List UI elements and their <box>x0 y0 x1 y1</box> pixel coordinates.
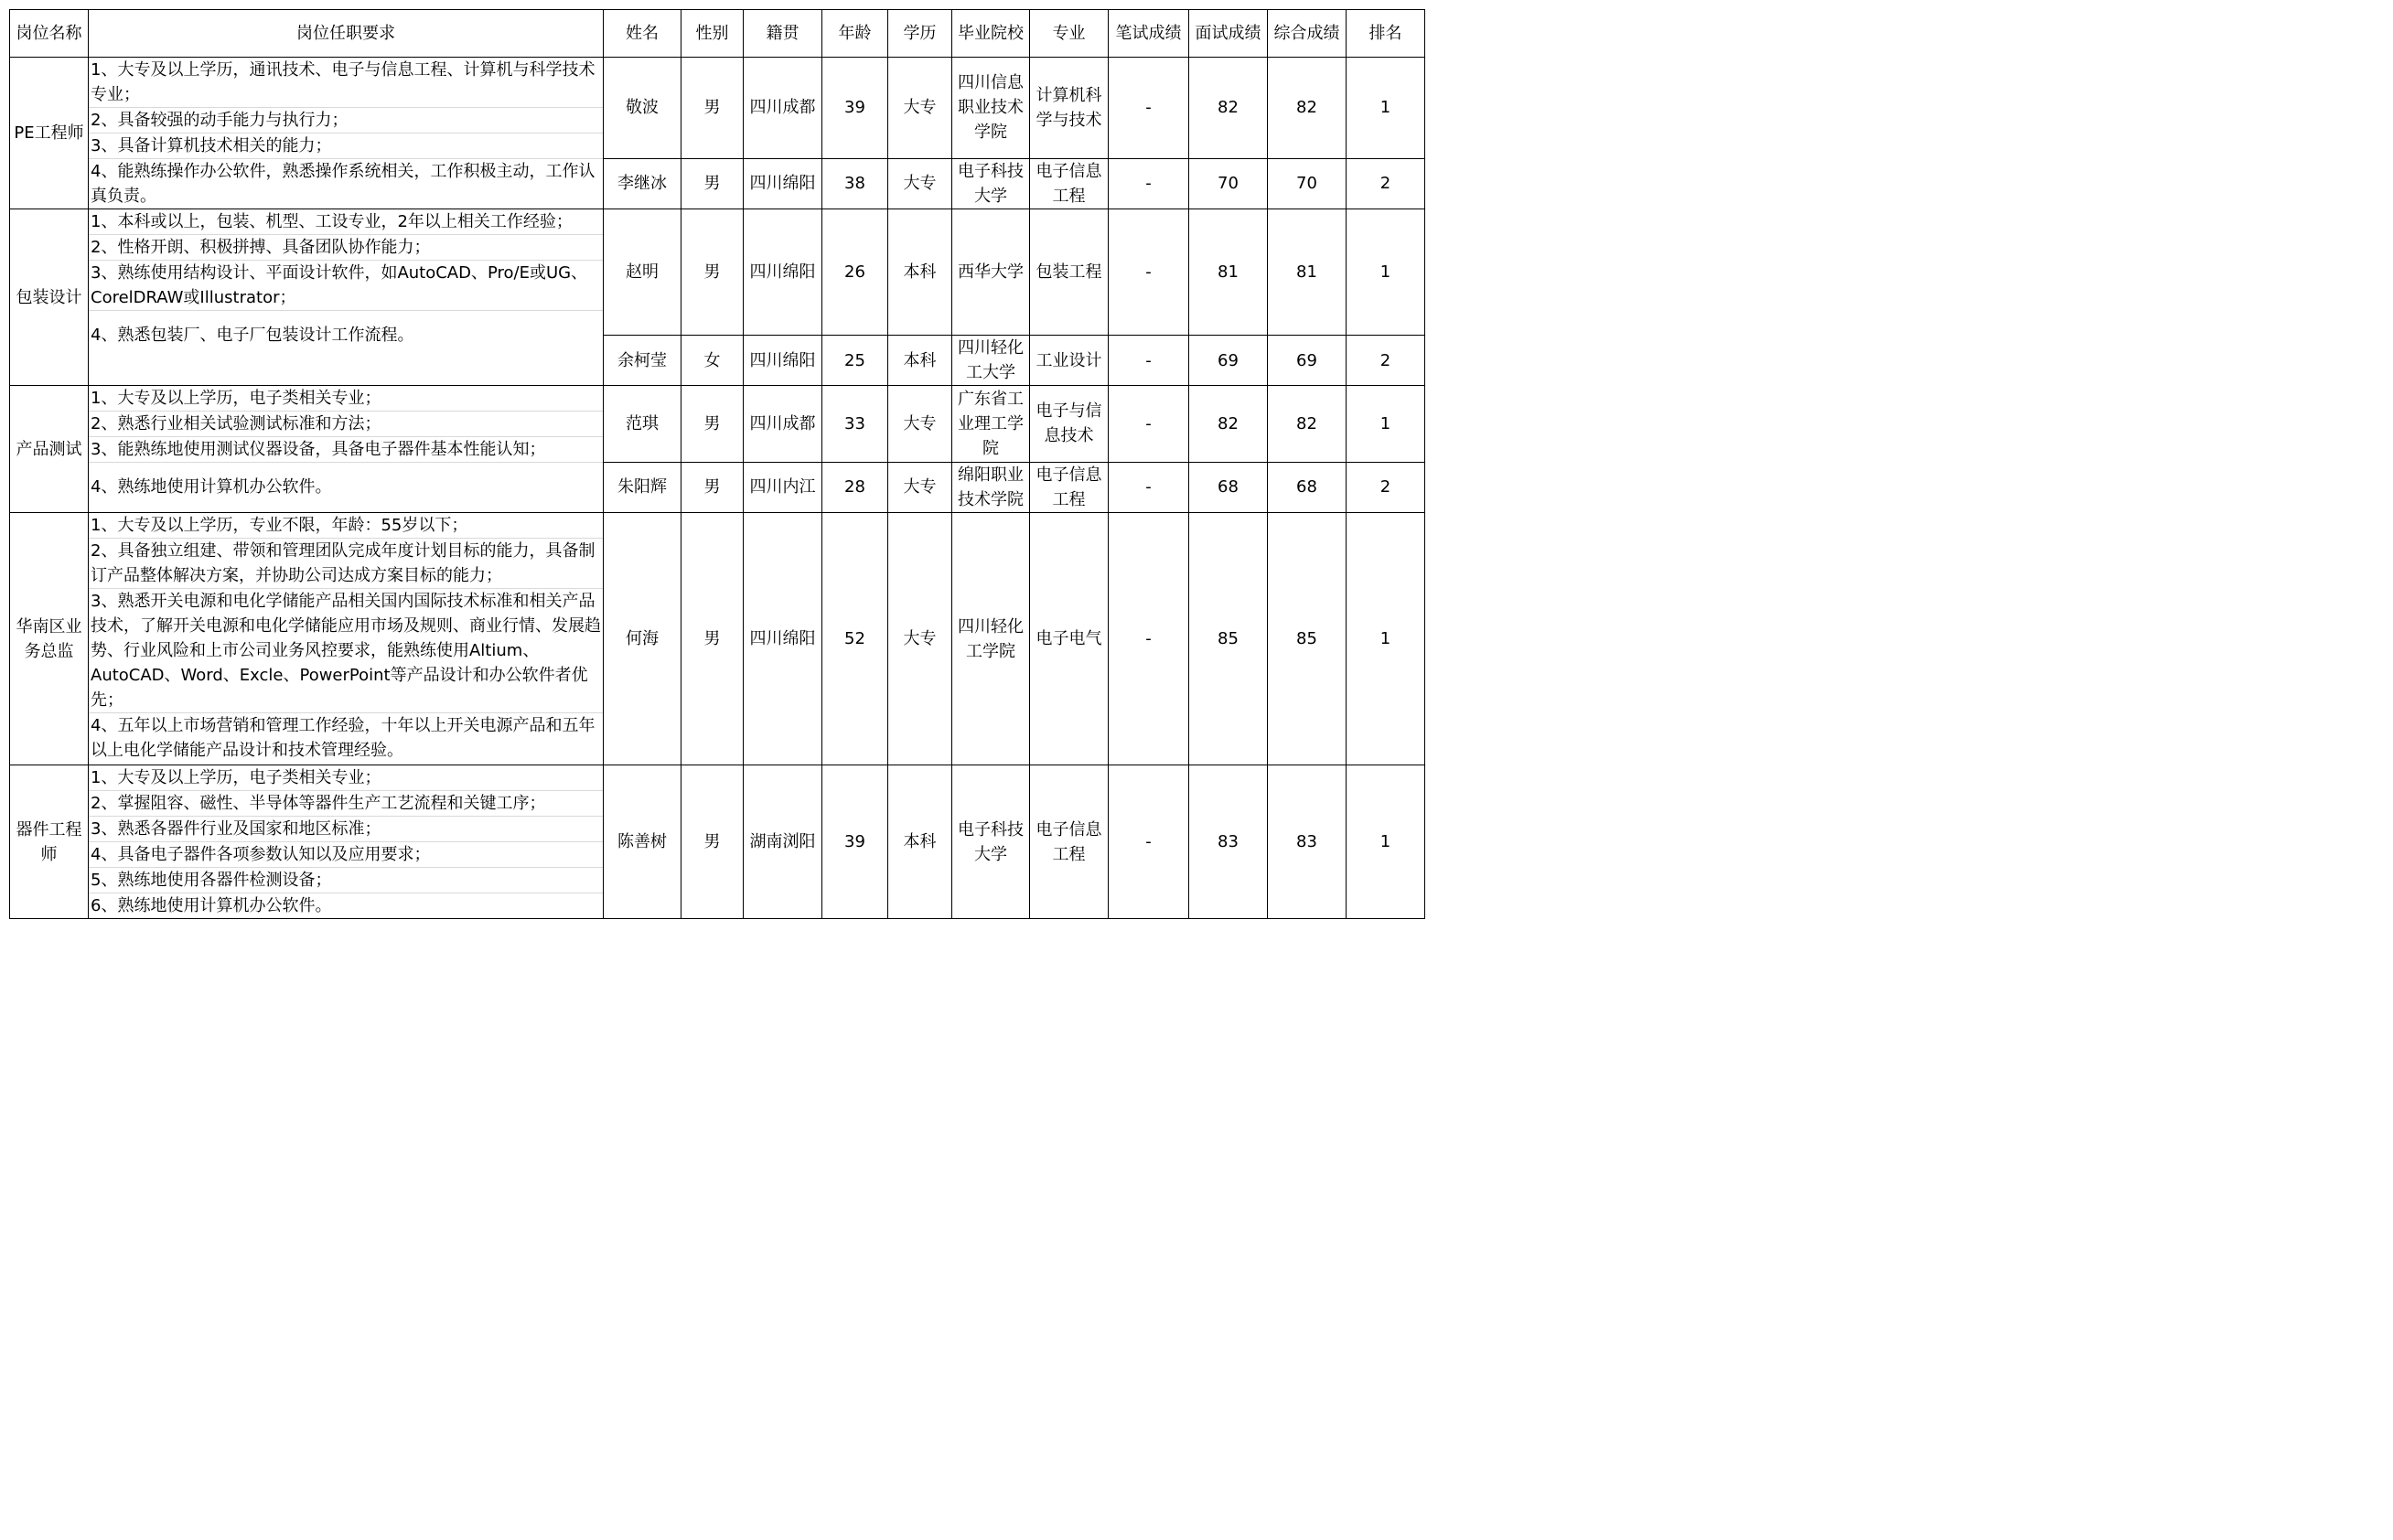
requirements-cell <box>89 513 604 765</box>
header-major: 专业 <box>1030 10 1109 58</box>
rank-cell: 1 <box>1347 513 1425 765</box>
header-gender: 性别 <box>681 10 744 58</box>
interview-score-cell: 81 <box>1189 209 1268 336</box>
major-cell: 计算机科学与技术 <box>1030 58 1109 159</box>
native-place-cell: 湖南浏阳 <box>744 765 822 919</box>
school-cell: 四川信息职业技术学院 <box>952 58 1030 159</box>
requirement-line: 3、熟悉各器件行业及国家和地区标准； <box>89 817 603 842</box>
school-cell: 四川轻化工学院 <box>952 513 1030 765</box>
position-cell: 华南区业务总监 <box>10 513 89 765</box>
total-score-cell: 82 <box>1268 386 1347 463</box>
gender-cell: 男 <box>681 58 744 159</box>
requirements-cell <box>89 765 604 919</box>
education-cell: 本科 <box>888 336 952 386</box>
school-cell: 电子科技大学 <box>952 158 1030 209</box>
requirement-line: 2、掌握阻容、磁性、半导体等器件生产工艺流程和关键工序； <box>89 791 603 817</box>
written-score-cell: - <box>1109 209 1189 336</box>
written-score-cell: - <box>1109 386 1189 463</box>
requirements-cell <box>89 58 604 209</box>
major-cell: 包装工程 <box>1030 209 1109 336</box>
age-cell: 33 <box>822 386 888 463</box>
gender-cell: 男 <box>681 462 744 512</box>
native-place-cell: 四川绵阳 <box>744 158 822 209</box>
major-cell: 电子与信息技术 <box>1030 386 1109 463</box>
requirement-line: 4、具备电子器件各项参数认知以及应用要求； <box>89 842 603 868</box>
interview-score-cell: 82 <box>1189 58 1268 159</box>
education-cell: 本科 <box>888 765 952 919</box>
requirement-line: 3、能熟练地使用测试仪器设备，具备电子器件基本性能认知； <box>89 437 603 463</box>
school-cell: 四川轻化工大学 <box>952 336 1030 386</box>
requirement-line: 3、熟悉开关电源和电化学储能产品相关国内国际技术标准和相关产品技术，了解开关电源和电化学储能应用市场及规则、商业行情、发展趋势、行业风险和上市公司业务风控要求，能熟练使用Altium、AutoCAD、Word、Excle、PowerPoint等产品设计和办公软件者优先； <box>89 589 603 713</box>
requirement-line: 4、五年以上市场营销和管理工作经验，十年以上开关电源产品和五年以上电化学储能产品设计和技术管理经验。 <box>91 716 596 760</box>
requirement-line: 1、大专及以上学历，通讯技术、电子与信息工程、计算机与科学技术专业； <box>89 58 603 108</box>
total-score-cell: 68 <box>1268 462 1347 512</box>
education-cell: 本科 <box>888 209 952 336</box>
written-score-cell: - <box>1109 462 1189 512</box>
header-rank: 排名 <box>1347 10 1425 58</box>
native-place-cell: 四川内江 <box>744 462 822 512</box>
gender-cell: 男 <box>681 386 744 463</box>
school-cell: 西华大学 <box>952 209 1030 336</box>
position-cell: 产品测试 <box>10 386 89 513</box>
interview-score-cell: 82 <box>1189 386 1268 463</box>
total-score-cell: 69 <box>1268 336 1347 386</box>
total-score-cell: 83 <box>1268 765 1347 919</box>
written-score-cell: - <box>1109 158 1189 209</box>
written-score-cell: - <box>1109 58 1189 159</box>
header-age: 年龄 <box>822 10 888 58</box>
native-place-cell: 四川成都 <box>744 386 822 463</box>
rank-cell: 2 <box>1347 336 1425 386</box>
requirement-line: 6、熟练地使用计算机办公软件。 <box>91 896 332 915</box>
requirement-line: 2、熟悉行业相关试验测试标准和方法； <box>89 412 603 437</box>
education-cell: 大专 <box>888 513 952 765</box>
requirement-line: 2、具备较强的动手能力与执行力； <box>89 108 603 134</box>
gender-cell: 男 <box>681 513 744 765</box>
header-position: 岗位名称 <box>10 10 89 58</box>
requirement-line: 2、具备独立组建、带领和管理团队完成年度计划目标的能力，具备制订产品整体解决方案，并协助公司达成方案目标的能力； <box>89 539 603 589</box>
major-cell: 电子信息工程 <box>1030 462 1109 512</box>
header-name: 姓名 <box>604 10 681 58</box>
requirement-line: 4、熟悉包装厂、电子厂包装设计工作流程。 <box>91 326 414 345</box>
header-row <box>10 10 1425 58</box>
name-cell: 何海 <box>604 513 681 765</box>
requirement-line: 5、熟练地使用各器件检测设备； <box>89 868 603 893</box>
age-cell: 38 <box>822 158 888 209</box>
native-place-cell: 四川绵阳 <box>744 513 822 765</box>
name-cell: 余柯莹 <box>604 336 681 386</box>
header-interview-score: 面试成绩 <box>1189 10 1268 58</box>
major-cell: 电子信息工程 <box>1030 158 1109 209</box>
education-cell: 大专 <box>888 386 952 463</box>
requirement-line: 3、具备计算机技术相关的能力； <box>89 134 603 159</box>
position-cell: 器件工程师 <box>10 765 89 919</box>
education-cell: 大专 <box>888 58 952 159</box>
name-cell: 陈善树 <box>604 765 681 919</box>
school-cell: 绵阳职业技术学院 <box>952 462 1030 512</box>
requirement-line: 3、熟练使用结构设计、平面设计软件，如AutoCAD、Pro/E或UG、CorelDRAW或Illustrator； <box>89 261 603 311</box>
interview-score-cell: 70 <box>1189 158 1268 209</box>
age-cell: 52 <box>822 513 888 765</box>
requirement-line: 1、本科或以上，包装、机型、工设专业，2年以上相关工作经验； <box>89 209 603 235</box>
rank-cell: 2 <box>1347 462 1425 512</box>
name-cell: 范琪 <box>604 386 681 463</box>
gender-cell: 女 <box>681 336 744 386</box>
written-score-cell: - <box>1109 765 1189 919</box>
school-cell: 电子科技大学 <box>952 765 1030 919</box>
requirement-line: 1、大专及以上学历，专业不限，年龄：55岁以下； <box>89 513 603 539</box>
total-score-cell: 82 <box>1268 58 1347 159</box>
name-cell: 赵明 <box>604 209 681 336</box>
header-written-score: 笔试成绩 <box>1109 10 1189 58</box>
rank-cell: 1 <box>1347 58 1425 159</box>
age-cell: 39 <box>822 765 888 919</box>
recruitment-results-table <box>9 9 1425 919</box>
native-place-cell: 四川绵阳 <box>744 209 822 336</box>
header-requirements: 岗位任职要求 <box>89 10 604 58</box>
table-row <box>10 58 1425 159</box>
gender-cell: 男 <box>681 765 744 919</box>
header-total-score: 综合成绩 <box>1268 10 1347 58</box>
name-cell: 李继冰 <box>604 158 681 209</box>
header-native-place: 籍贯 <box>744 10 822 58</box>
education-cell: 大专 <box>888 158 952 209</box>
age-cell: 28 <box>822 462 888 512</box>
header-school: 毕业院校 <box>952 10 1030 58</box>
gender-cell: 男 <box>681 158 744 209</box>
major-cell: 电子信息工程 <box>1030 765 1109 919</box>
school-cell: 广东省工业理工学院 <box>952 386 1030 463</box>
written-score-cell: - <box>1109 513 1189 765</box>
requirement-line: 1、大专及以上学历，电子类相关专业； <box>89 765 603 791</box>
position-cell: PE工程师 <box>10 58 89 209</box>
major-cell: 工业设计 <box>1030 336 1109 386</box>
requirement-line: 1、大专及以上学历，电子类相关专业； <box>89 386 603 412</box>
gender-cell: 男 <box>681 209 744 336</box>
header-education: 学历 <box>888 10 952 58</box>
rank-cell: 2 <box>1347 158 1425 209</box>
age-cell: 25 <box>822 336 888 386</box>
table-row <box>10 209 1425 336</box>
requirements-cell <box>89 386 604 513</box>
requirement-line: 2、性格开朗、积极拼搏、具备团队协作能力； <box>89 235 603 261</box>
major-cell: 电子电气 <box>1030 513 1109 765</box>
total-score-cell: 85 <box>1268 513 1347 765</box>
interview-score-cell: 85 <box>1189 513 1268 765</box>
interview-score-cell: 69 <box>1189 336 1268 386</box>
interview-score-cell: 83 <box>1189 765 1268 919</box>
table-row <box>10 765 1425 919</box>
table-row <box>10 513 1425 765</box>
age-cell: 26 <box>822 209 888 336</box>
rank-cell: 1 <box>1347 765 1425 919</box>
requirements-cell <box>89 209 604 386</box>
position-cell: 包装设计 <box>10 209 89 386</box>
native-place-cell: 四川成都 <box>744 58 822 159</box>
rank-cell: 1 <box>1347 209 1425 336</box>
total-score-cell: 81 <box>1268 209 1347 336</box>
name-cell: 敬波 <box>604 58 681 159</box>
age-cell: 39 <box>822 58 888 159</box>
name-cell: 朱阳辉 <box>604 462 681 512</box>
interview-score-cell: 68 <box>1189 462 1268 512</box>
written-score-cell: - <box>1109 336 1189 386</box>
requirement-line: 4、能熟练操作办公软件，熟悉操作系统相关，工作积极主动，工作认真负责。 <box>91 162 596 206</box>
table-row <box>10 386 1425 463</box>
total-score-cell: 70 <box>1268 158 1347 209</box>
rank-cell: 1 <box>1347 386 1425 463</box>
education-cell: 大专 <box>888 462 952 512</box>
requirement-line: 4、熟练地使用计算机办公软件。 <box>91 477 332 497</box>
native-place-cell: 四川绵阳 <box>744 336 822 386</box>
